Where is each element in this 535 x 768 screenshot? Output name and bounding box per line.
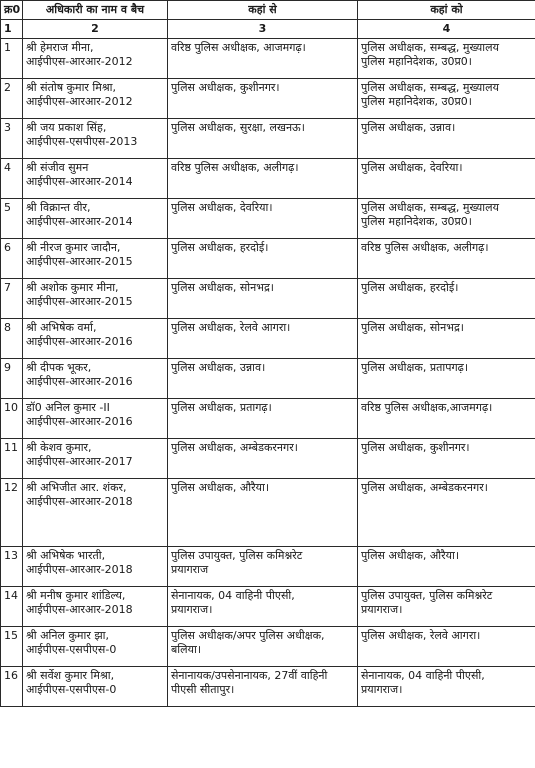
table-row (1, 159, 535, 199)
serial-number: 12 (1, 479, 23, 547)
officer-name: श्री संजीव सुमन (26, 161, 89, 174)
from-posting-cell (168, 199, 358, 239)
officer-cell (23, 547, 168, 587)
serial-number: 8 (1, 319, 23, 359)
from-posting-line: प्रयागराज। (171, 603, 213, 616)
officer-name: श्री केशव कुमार, (26, 441, 92, 454)
from-posting-line: पीएसी सीतापुर। (171, 683, 235, 696)
to-posting-line: पुलिस अधीक्षक, सम्बद्ध, मुख्यालय (361, 41, 499, 54)
serial-number: 3 (1, 119, 23, 159)
serial-number: 14 (1, 587, 23, 627)
from-posting-cell (168, 159, 358, 199)
table-row (1, 587, 535, 627)
officer-cell (23, 319, 168, 359)
to-posting-line: पुलिस अधीक्षक, कुशीनगर। (361, 441, 470, 454)
officer-name: श्री हेमराज मीना, (26, 41, 94, 54)
from-posting-cell (168, 79, 358, 119)
to-posting-cell (358, 667, 535, 707)
to-posting-line: वरिष्ठ पुलिस अधीक्षक,आजमगढ़। (361, 401, 493, 414)
officer-batch: आईपीएस-आरआर-2018 (26, 495, 133, 508)
to-posting-cell (358, 479, 535, 547)
to-posting-cell (358, 439, 535, 479)
from-posting-line: पुलिस अधीक्षक, उन्नाव। (171, 361, 266, 374)
from-posting-cell (168, 239, 358, 279)
from-posting-line: पुलिस अधीक्षक, देवरिया। (171, 201, 273, 214)
to-posting-line: पुलिस अधीक्षक, प्रतापगढ़। (361, 361, 469, 374)
to-posting-cell (358, 279, 535, 319)
to-posting-line: पुलिस अधीक्षक, उन्नाव। (361, 121, 456, 134)
serial-number: 6 (1, 239, 23, 279)
from-posting-line: पुलिस अधीक्षक, कुशीनगर। (171, 81, 280, 94)
table-row (1, 39, 535, 79)
officer-batch: आईपीएस-आरआर-2014 (26, 175, 133, 188)
from-posting-cell (168, 439, 358, 479)
to-posting-line: पुलिस अधीक्षक, रेलवे आगरा। (361, 629, 481, 642)
to-posting-cell (358, 627, 535, 667)
header-officer-name-batch: अधिकारी का नाम व बैच (23, 1, 168, 20)
to-posting-line: पुलिस अधीक्षक, हरदोई। (361, 281, 459, 294)
officer-batch: आईपीएस-आरआर-2012 (26, 55, 133, 68)
officer-cell (23, 587, 168, 627)
officer-batch: आईपीएस-आरआर-2018 (26, 603, 133, 616)
officer-name: श्री सर्वेश कुमार मिश्रा, (26, 669, 115, 682)
to-posting-cell (358, 399, 535, 439)
officer-name: श्री संतोष कुमार मिश्रा, (26, 81, 116, 94)
from-posting-cell (168, 627, 358, 667)
officer-batch: आईपीएस-एसपीएस-0 (26, 683, 117, 696)
officer-cell (23, 39, 168, 79)
table-row (1, 627, 535, 667)
from-posting-line: पुलिस अधीक्षक, औरैया। (171, 481, 269, 494)
to-posting-cell (358, 239, 535, 279)
officer-name: श्री अभिषेक वर्मा, (26, 321, 97, 334)
to-posting-line: पुलिस अधीक्षक, सम्बद्ध, मुख्यालय (361, 201, 499, 214)
header-serial: क्र0 (1, 1, 23, 20)
officer-name: श्री जय प्रकाश सिंह, (26, 121, 107, 134)
to-posting-line: पुलिस अधीक्षक, सोनभद्र। (361, 321, 464, 334)
from-posting-line: बलिया। (171, 643, 201, 656)
to-posting-line: प्रयागराज। (361, 683, 403, 696)
serial-number: 4 (1, 159, 23, 199)
to-posting-line: पुलिस अधीक्षक, अम्बेडकरनगर। (361, 481, 488, 494)
table-row (1, 547, 535, 587)
table-row (1, 667, 535, 707)
from-posting-cell (168, 279, 358, 319)
officer-cell (23, 239, 168, 279)
from-posting-cell (168, 359, 358, 399)
from-posting-line: पुलिस उपायुक्त, पुलिस कमिश्नरेट (171, 549, 303, 562)
serial-number: 16 (1, 667, 23, 707)
from-posting-line: पुलिस अधीक्षक, रेलवे आगरा। (171, 321, 291, 334)
table-row (1, 279, 535, 319)
officer-name: श्री अभिजीत आर. शंकर, (26, 481, 127, 494)
officer-cell (23, 159, 168, 199)
table-row (1, 399, 535, 439)
table-row (1, 79, 535, 119)
officer-name: श्री अनिल कुमार झा, (26, 629, 109, 642)
officer-name: श्री अभिषेक भारती, (26, 549, 106, 562)
to-posting-line: वरिष्ठ पुलिस अधीक्षक, अलीगढ़। (361, 241, 489, 254)
header-to: कहां को (358, 1, 535, 20)
officer-name: डॉ0 अनिल कुमार -II (26, 401, 110, 414)
officer-cell (23, 279, 168, 319)
column-number: 1 (1, 20, 23, 39)
serial-number: 2 (1, 79, 23, 119)
from-posting-line: पुलिस अधीक्षक, सुरक्षा, लखनऊ। (171, 121, 305, 134)
column-number: 4 (358, 20, 535, 39)
table-row (1, 319, 535, 359)
to-posting-cell (358, 587, 535, 627)
from-posting-cell (168, 399, 358, 439)
to-posting-cell (358, 119, 535, 159)
from-posting-line: प्रयागराज (171, 563, 209, 576)
serial-number: 9 (1, 359, 23, 399)
officer-batch: आईपीएस-आरआर-2012 (26, 95, 133, 108)
to-posting-line: पुलिस उपायुक्त, पुलिस कमिश्नरेट (361, 589, 493, 602)
officer-batch: आईपीएस-एसपीएस-2013 (26, 135, 138, 148)
serial-number: 15 (1, 627, 23, 667)
to-posting-cell (358, 159, 535, 199)
officer-batch: आईपीएस-आरआर-2016 (26, 415, 133, 428)
column-number-row (1, 20, 535, 39)
from-posting-cell (168, 667, 358, 707)
column-number: 3 (168, 20, 358, 39)
table-row (1, 239, 535, 279)
column-number: 2 (23, 20, 168, 39)
from-posting-cell (168, 547, 358, 587)
to-posting-cell (358, 39, 535, 79)
from-posting-line: वरिष्ठ पुलिस अधीक्षक, आजमगढ़। (171, 41, 306, 54)
serial-number: 11 (1, 439, 23, 479)
serial-number: 13 (1, 547, 23, 587)
officer-cell (23, 667, 168, 707)
header-from: कहां से (168, 1, 358, 20)
to-posting-cell (358, 79, 535, 119)
from-posting-line: सेनानायक/उपसेनानायक, 27वीं वाहिनी (171, 669, 328, 682)
serial-number: 1 (1, 39, 23, 79)
officer-name: श्री मनीष कुमार शांडिल्य, (26, 589, 126, 602)
officer-name: श्री दीपक भूकर, (26, 361, 92, 374)
from-posting-cell (168, 587, 358, 627)
table-row (1, 479, 535, 547)
to-posting-line: पुलिस महानिदेशक, उ0प्र0। (361, 95, 472, 108)
from-posting-cell (168, 39, 358, 79)
to-posting-line: पुलिस अधीक्षक, औरैया। (361, 549, 459, 562)
officer-name: श्री विक्रान्त वीर, (26, 201, 91, 214)
from-posting-line: पुलिस अधीक्षक, सोनभद्र। (171, 281, 274, 294)
to-posting-line: सेनानायक, 04 वाहिनी पीएसी, (361, 669, 485, 682)
officer-cell (23, 479, 168, 547)
serial-number: 5 (1, 199, 23, 239)
officer-batch: आईपीएस-आरआर-2016 (26, 375, 133, 388)
table-row (1, 439, 535, 479)
officer-cell (23, 399, 168, 439)
to-posting-line: पुलिस अधीक्षक, देवरिया। (361, 161, 463, 174)
header-row (1, 1, 535, 20)
to-posting-cell (358, 359, 535, 399)
from-posting-cell (168, 119, 358, 159)
officer-name: श्री अशोक कुमार मीना, (26, 281, 119, 294)
officer-batch: आईपीएस-आरआर-2015 (26, 295, 133, 308)
officer-batch: आईपीएस-एसपीएस-0 (26, 643, 117, 656)
officer-name: श्री नीरज कुमार जादौन, (26, 241, 121, 254)
from-posting-cell (168, 319, 358, 359)
table-row (1, 119, 535, 159)
officer-cell (23, 359, 168, 399)
table-row (1, 199, 535, 239)
officer-batch: आईपीएस-आरआर-2017 (26, 455, 133, 468)
to-posting-line: पुलिस महानिदेशक, उ0प्र0। (361, 215, 472, 228)
officer-batch: आईपीएस-आरआर-2018 (26, 563, 133, 576)
table-row (1, 359, 535, 399)
officer-batch: आईपीएस-आरआर-2014 (26, 215, 133, 228)
to-posting-cell (358, 199, 535, 239)
from-posting-line: पुलिस अधीक्षक, प्रतागढ़। (171, 401, 272, 414)
to-posting-line: प्रयागराज। (361, 603, 403, 616)
officer-cell (23, 439, 168, 479)
to-posting-line: पुलिस महानिदेशक, उ0प्र0। (361, 55, 472, 68)
from-posting-line: पुलिस अधीक्षक, हरदोई। (171, 241, 269, 254)
officer-batch: आईपीएस-आरआर-2015 (26, 255, 133, 268)
to-posting-cell (358, 319, 535, 359)
from-posting-cell (168, 479, 358, 547)
to-posting-cell (358, 547, 535, 587)
to-posting-line: पुलिस अधीक्षक, सम्बद्ध, मुख्यालय (361, 81, 499, 94)
officer-cell (23, 627, 168, 667)
serial-number: 10 (1, 399, 23, 439)
officer-cell (23, 119, 168, 159)
officer-cell (23, 79, 168, 119)
serial-number: 7 (1, 279, 23, 319)
officer-cell (23, 199, 168, 239)
from-posting-line: पुलिस अधीक्षक, अम्बेडकरनगर। (171, 441, 298, 454)
from-posting-line: सेनानायक, 04 वाहिनी पीएसी, (171, 589, 295, 602)
from-posting-line: पुलिस अधीक्षक/अपर पुलिस अधीक्षक, (171, 629, 325, 642)
officer-batch: आईपीएस-आरआर-2016 (26, 335, 133, 348)
from-posting-line: वरिष्ठ पुलिस अधीक्षक, अलीगढ़। (171, 161, 299, 174)
